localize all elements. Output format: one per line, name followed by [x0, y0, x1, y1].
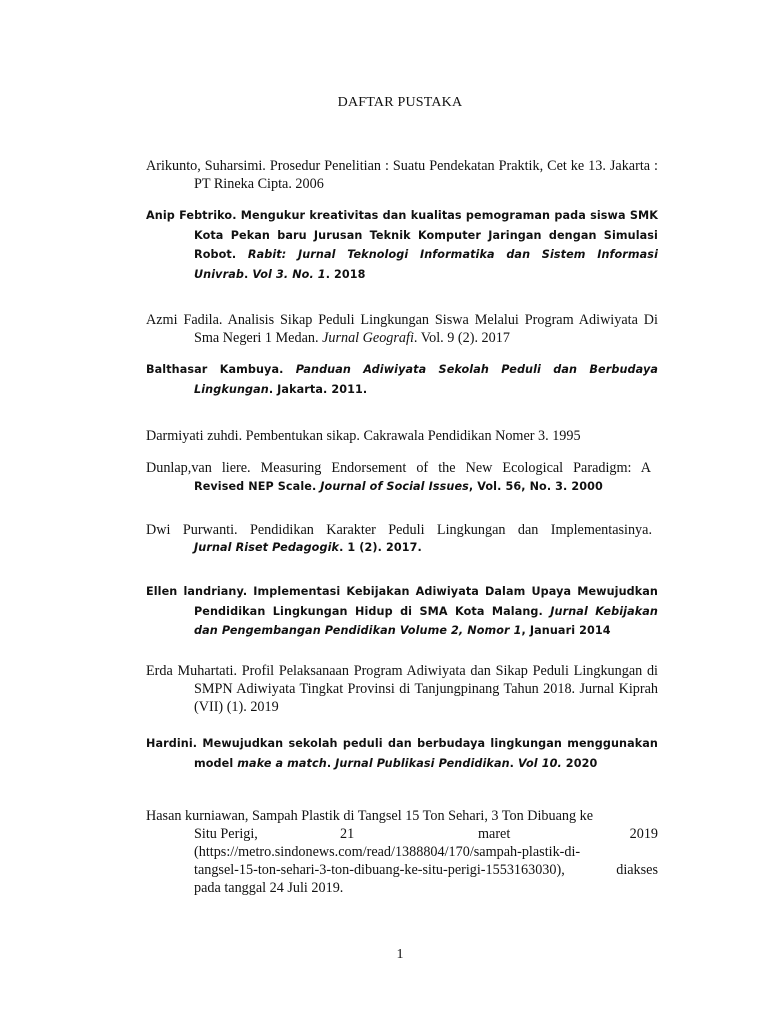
reference-entry: Anip Febtriko. Mengukur kreativitas dan kualitas pemograman pada siswa SMK Kota Pekan baru Jurusan Teknik Komputer Jaringan dengan Simulasi Robot. Rabit: Jurnal Teknologi Informatika dan Sistem Informasi Univrab. Vol 3. No. 1. 2018 [146, 209, 658, 281]
reference-entry: Balthasar Kambuya. Panduan Adiwiyata Sekolah Peduli dan Berbudaya Lingkungan. Jakarta. 2011. [146, 363, 658, 396]
page-title: DAFTAR PUSTAKA [337, 95, 463, 110]
page-number: 1 [396, 947, 404, 962]
reference-entry: Hardini. Mewujudkan sekolah peduli dan berbudaya lingkungan menggunakan model make a match. Jurnal Publikasi Pendidikan. Vol 10. 2020 [146, 737, 658, 770]
reference-entry: Ellen landriany. Implementasi Kebijakan Adiwiyata Dalam Upaya Mewujudkan Pendidikan Lingkungan Hidup di SMA Kota Malang. Jurnal Kebijakan dan Pengembangan Pendidikan Volume 2, Nomor 1, Januari 2014 [146, 585, 658, 637]
reference-entry: Erda Muhartati. Profil Pelaksanaan Program Adiwiyata dan Sikap Peduli Lingkungan di SMPN Adiwiyata Tingkat Provinsi di Tanjungpinang Tahun 2018. Jurnal Kiprah (VII) (1). 2019 [146, 663, 658, 715]
reference-entry: Hasan kurniawan, Sampah Plastik di Tangsel 15 Ton Sehari, 3 Ton Dibuang ke Situ Perigi, 21 maret 2019 (https://metro.sindonews.com/read/1388804/170/sampah-plastik-di- tangsel-15-ton-sehari-3-ton-dibuang-ke-situ-perigi-1553163030), diakses pada tanggal 24 Juli 2019. [146, 808, 658, 896]
reference-entry: Arikunto, Suharsimi. Prosedur Penelitian : Suatu Pendekatan Praktik, Cet ke 13. Jakarta : PT Rineka Cipta. 2006 [146, 158, 658, 192]
reference-entry: Darmiyati zuhdi. Pembentukan sikap. Cakrawala Pendidikan Nomer 3. 1995 [146, 428, 581, 444]
reference-entry: Azmi Fadila. Analisis Sikap Peduli Lingkungan Siswa Melalui Program Adiwiyata Di Sma Negeri 1 Medan. Jurnal Geografi. Vol. 9 (2). 2017 [146, 312, 658, 346]
